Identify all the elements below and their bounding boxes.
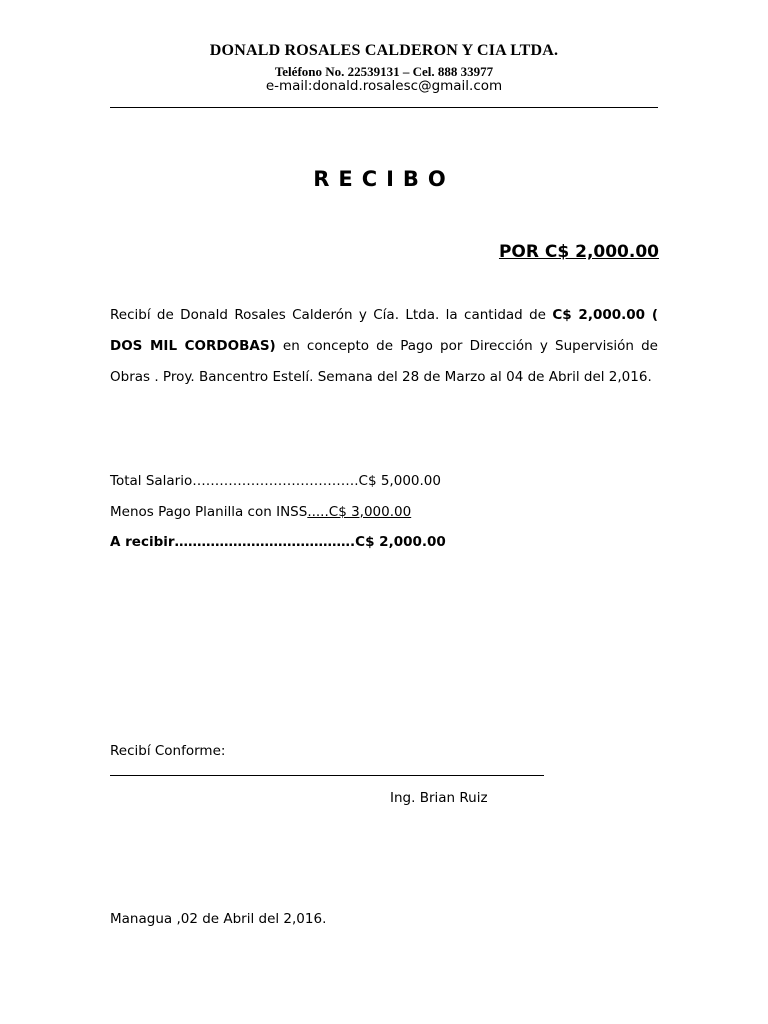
paragraph-text-end: en concepto de Pago por Dirección y Supervisión de Obras . Proy. Bancentro Estelí. Semana del 28 de Marzo al 04 de Abril del 2,016. [110, 338, 658, 385]
deduction-line [110, 504, 411, 520]
header-divider [110, 107, 658, 108]
paragraph-amount: C$ 2,000.00 ( DOS MIL CORDOBAS) [110, 307, 658, 354]
company-email: e-mail:donald.rosalesc@gmail.com [265, 78, 503, 94]
net-amount-line: A recibir………………………………….C$ 2,000.00 [110, 534, 446, 550]
company-name: DONALD ROSALES CALDERON Y CIA LTDA. [209, 42, 559, 59]
receipt-paragraph [110, 300, 658, 393]
place-and-date: Managua ,02 de Abril del 2,016. [110, 911, 327, 927]
received-label: Recibí Conforme: [110, 743, 226, 759]
amount-heading: POR C$ 2,000.00 [498, 242, 659, 262]
paragraph-text-start: Recibí de Donald Rosales Calderón y Cía. Ltda. la cantidad de [110, 307, 553, 323]
document-title: RECIBO [313, 167, 455, 191]
signature-line [110, 775, 544, 776]
deduction-label: Menos Pago Planilla con INSS [110, 504, 308, 520]
company-phones: Teléfono No. 22539131 – Cel. 888 33977 [274, 64, 494, 79]
signer-name: Ing. Brian Ruiz [390, 790, 488, 806]
total-salary-line: Total Salario……………………………….C$ 5,000.00 [110, 473, 441, 489]
deduction-amount: .....C$ 3,000.00 [307, 504, 412, 520]
